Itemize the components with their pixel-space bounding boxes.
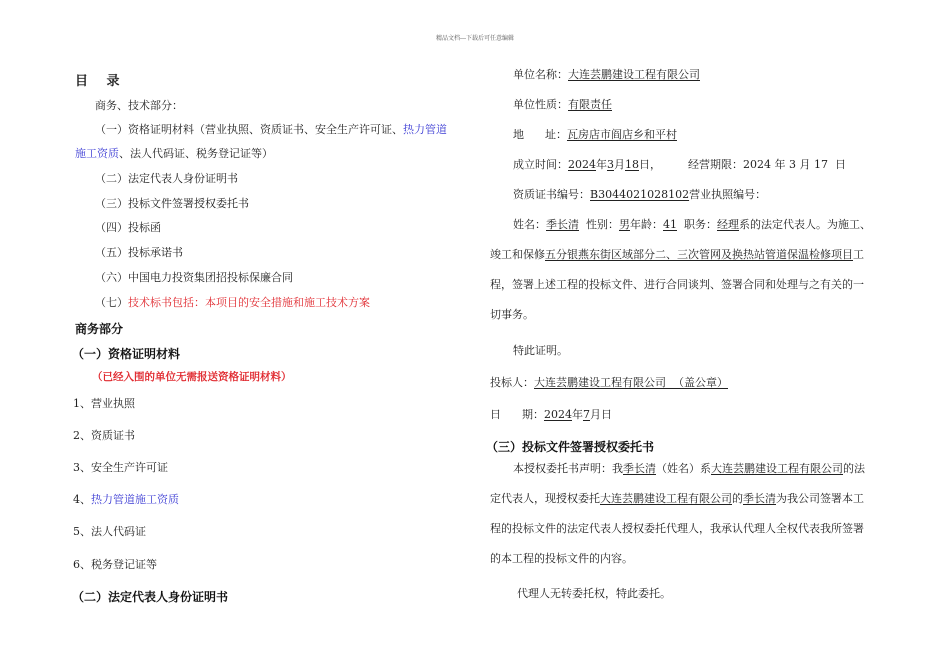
established-d: 日， — [639, 158, 661, 171]
unit-name-row — [513, 66, 700, 82]
bidder-value: 大连芸鹏建设工程有限公司 （盖公章） — [534, 376, 728, 389]
age-label: 年龄： — [630, 218, 663, 231]
cert-number: B3044021028102 — [590, 188, 690, 201]
auth-person-2: 季长清 — [743, 492, 776, 505]
address-row — [513, 126, 677, 142]
gender-value: 男 — [619, 218, 630, 231]
toc-title: 目 录 — [75, 74, 120, 89]
section-authorization: （三）投标文件签署授权委托书 — [486, 440, 655, 454]
auth-company-1: 大连芸鹏建设工程有限公司 — [711, 462, 843, 475]
bidder-row — [490, 374, 728, 390]
section-legal-rep: （二）法定代表人身份证明书 — [72, 590, 229, 604]
unit-type-value: 有限责任 — [568, 98, 612, 111]
cert-row — [513, 186, 766, 202]
rep-line-2 — [490, 246, 864, 262]
toc-item-7[interactable] — [95, 294, 370, 310]
list-item-4 — [73, 491, 179, 507]
operating-period: 经营期限：2024 年 3 月 17 日 — [688, 158, 846, 171]
auth-line-2-a: 定代表人，现授权委托 — [490, 492, 600, 505]
toc-item-1-cont — [75, 145, 273, 161]
cert-label: 资质证书编号： — [513, 188, 590, 201]
toc-item-7-text: 技术标书包括：本项目的安全措施和施工技术方案 — [128, 296, 370, 309]
qualification-note: （已经入围的单位无需报送资格证明材料） — [92, 371, 292, 383]
unit-type-row — [513, 96, 612, 112]
title-value: 经理 — [717, 218, 739, 231]
date-month: 7 — [582, 408, 590, 421]
list-item-5: 5、法人代码证 — [73, 525, 146, 538]
toc-item-1-highlight: 热力管道 — [403, 123, 447, 136]
list-item-6: 6、税务登记证等 — [73, 558, 157, 571]
toc-item-5[interactable]: （五）投标承诺书 — [95, 246, 183, 259]
unit-name-label: 单位名称： — [513, 68, 568, 81]
auth-line-5: 代理人无转委托权，特此委托。 — [517, 587, 671, 600]
toc-item-2[interactable]: （二）法定代表人身份证明书 — [95, 172, 238, 185]
established-label: 成立时间： — [513, 158, 568, 171]
toc-item-6[interactable]: （六）中国电力投资集团招投标保廉合同 — [95, 271, 293, 284]
unit-name-value: 大连芸鹏建设工程有限公司 — [568, 68, 700, 81]
rep-line-2-a: 竣工和保修 — [490, 248, 545, 261]
toc-intro: 商务、技术部分： — [95, 99, 183, 112]
address-label: 地 址： — [513, 128, 567, 141]
list-item-3: 3、安全生产许可证 — [73, 461, 168, 474]
license-label: 营业执照编号： — [689, 188, 767, 201]
section-business: 商务部分 — [75, 322, 124, 336]
bidder-label: 投标人： — [490, 376, 534, 389]
toc-item-1-tail: 、法人代码证、税务登记证等） — [119, 147, 273, 160]
toc-item-7-prefix: （七） — [95, 296, 128, 309]
gender-label: 性别： — [579, 218, 619, 231]
established-m: 月 — [614, 158, 625, 171]
auth-person-1: 季长清 — [623, 462, 656, 475]
list-item-4-num: 4、 — [73, 493, 91, 506]
rep-line-4: 切事务。 — [490, 308, 534, 321]
rep-line-3: 程，签署上述工程的投标文件、进行合同谈判、签署合同和处理与之有关的一 — [490, 278, 864, 291]
unit-type-label: 单位性质： — [513, 98, 568, 111]
date-m: 月日 — [589, 408, 612, 421]
auth-company-2: 大连芸鹏建设工程有限公司 — [600, 492, 732, 505]
certify-text: 特此证明。 — [513, 344, 568, 357]
date-y: 年 — [571, 408, 583, 421]
list-item-4-text: 热力管道施工资质 — [91, 493, 179, 506]
auth-line-2-e: 为我公司签署本工 — [776, 492, 864, 505]
list-item-1: 1、营业执照 — [73, 397, 135, 410]
rep-line-1 — [513, 216, 871, 232]
established-row — [513, 156, 661, 172]
person-name: 季长清 — [546, 218, 579, 231]
age-value: 41 — [663, 218, 677, 231]
project-name: 五分银燕东街区域部分二、三次管网及换热站管道保温检修项目 — [545, 248, 853, 261]
toc-item-1-text: （一）资格证明材料（营业执照、资质证书、安全生产许可证、 — [95, 123, 403, 136]
auth-line-2 — [490, 490, 864, 506]
page-header: 精品文档---下载后可任意编辑 — [435, 35, 515, 42]
established-y: 年 — [596, 158, 607, 171]
toc-item-4[interactable]: （四）投标函 — [95, 221, 161, 234]
auth-line-3: 程的投标文件的法定代表人授权委托代理人，我承认代理人全权代表我所签署 — [490, 522, 864, 535]
person-name-label: 姓名： — [513, 218, 546, 231]
established-month: 3 — [607, 158, 614, 171]
rep-tail: 系的法定代表人。为施工、 — [739, 218, 871, 231]
auth-line-2-c: 的 — [732, 492, 743, 505]
auth-line-1-c: （姓名）系 — [656, 462, 711, 475]
date-label: 日 期： — [490, 408, 544, 421]
date-year: 2024 — [543, 408, 572, 421]
established-day: 18 — [625, 158, 639, 171]
address-value: 瓦房店市阎店乡和平村 — [566, 128, 677, 141]
toc-item-1[interactable] — [95, 121, 447, 137]
auth-line-1-e: 的法 — [843, 462, 865, 475]
toc-item-3[interactable]: （三）投标文件签署授权委托书 — [95, 197, 249, 210]
auth-line-4: 的本工程的投标文件的内容。 — [490, 552, 633, 565]
established-year: 2024 — [568, 158, 596, 171]
toc-item-1-highlight-cont: 施工资质 — [75, 147, 119, 160]
title-label: 职务： — [677, 218, 717, 231]
rep-line-2-c: 工 — [853, 248, 864, 261]
date-row — [490, 406, 612, 422]
auth-line-1-a: 本授权委托书声明：我 — [513, 462, 623, 475]
section-qualification: （一）资格证明材料 — [72, 347, 181, 361]
list-item-2: 2、资质证书 — [73, 429, 135, 442]
auth-line-1 — [513, 460, 865, 476]
